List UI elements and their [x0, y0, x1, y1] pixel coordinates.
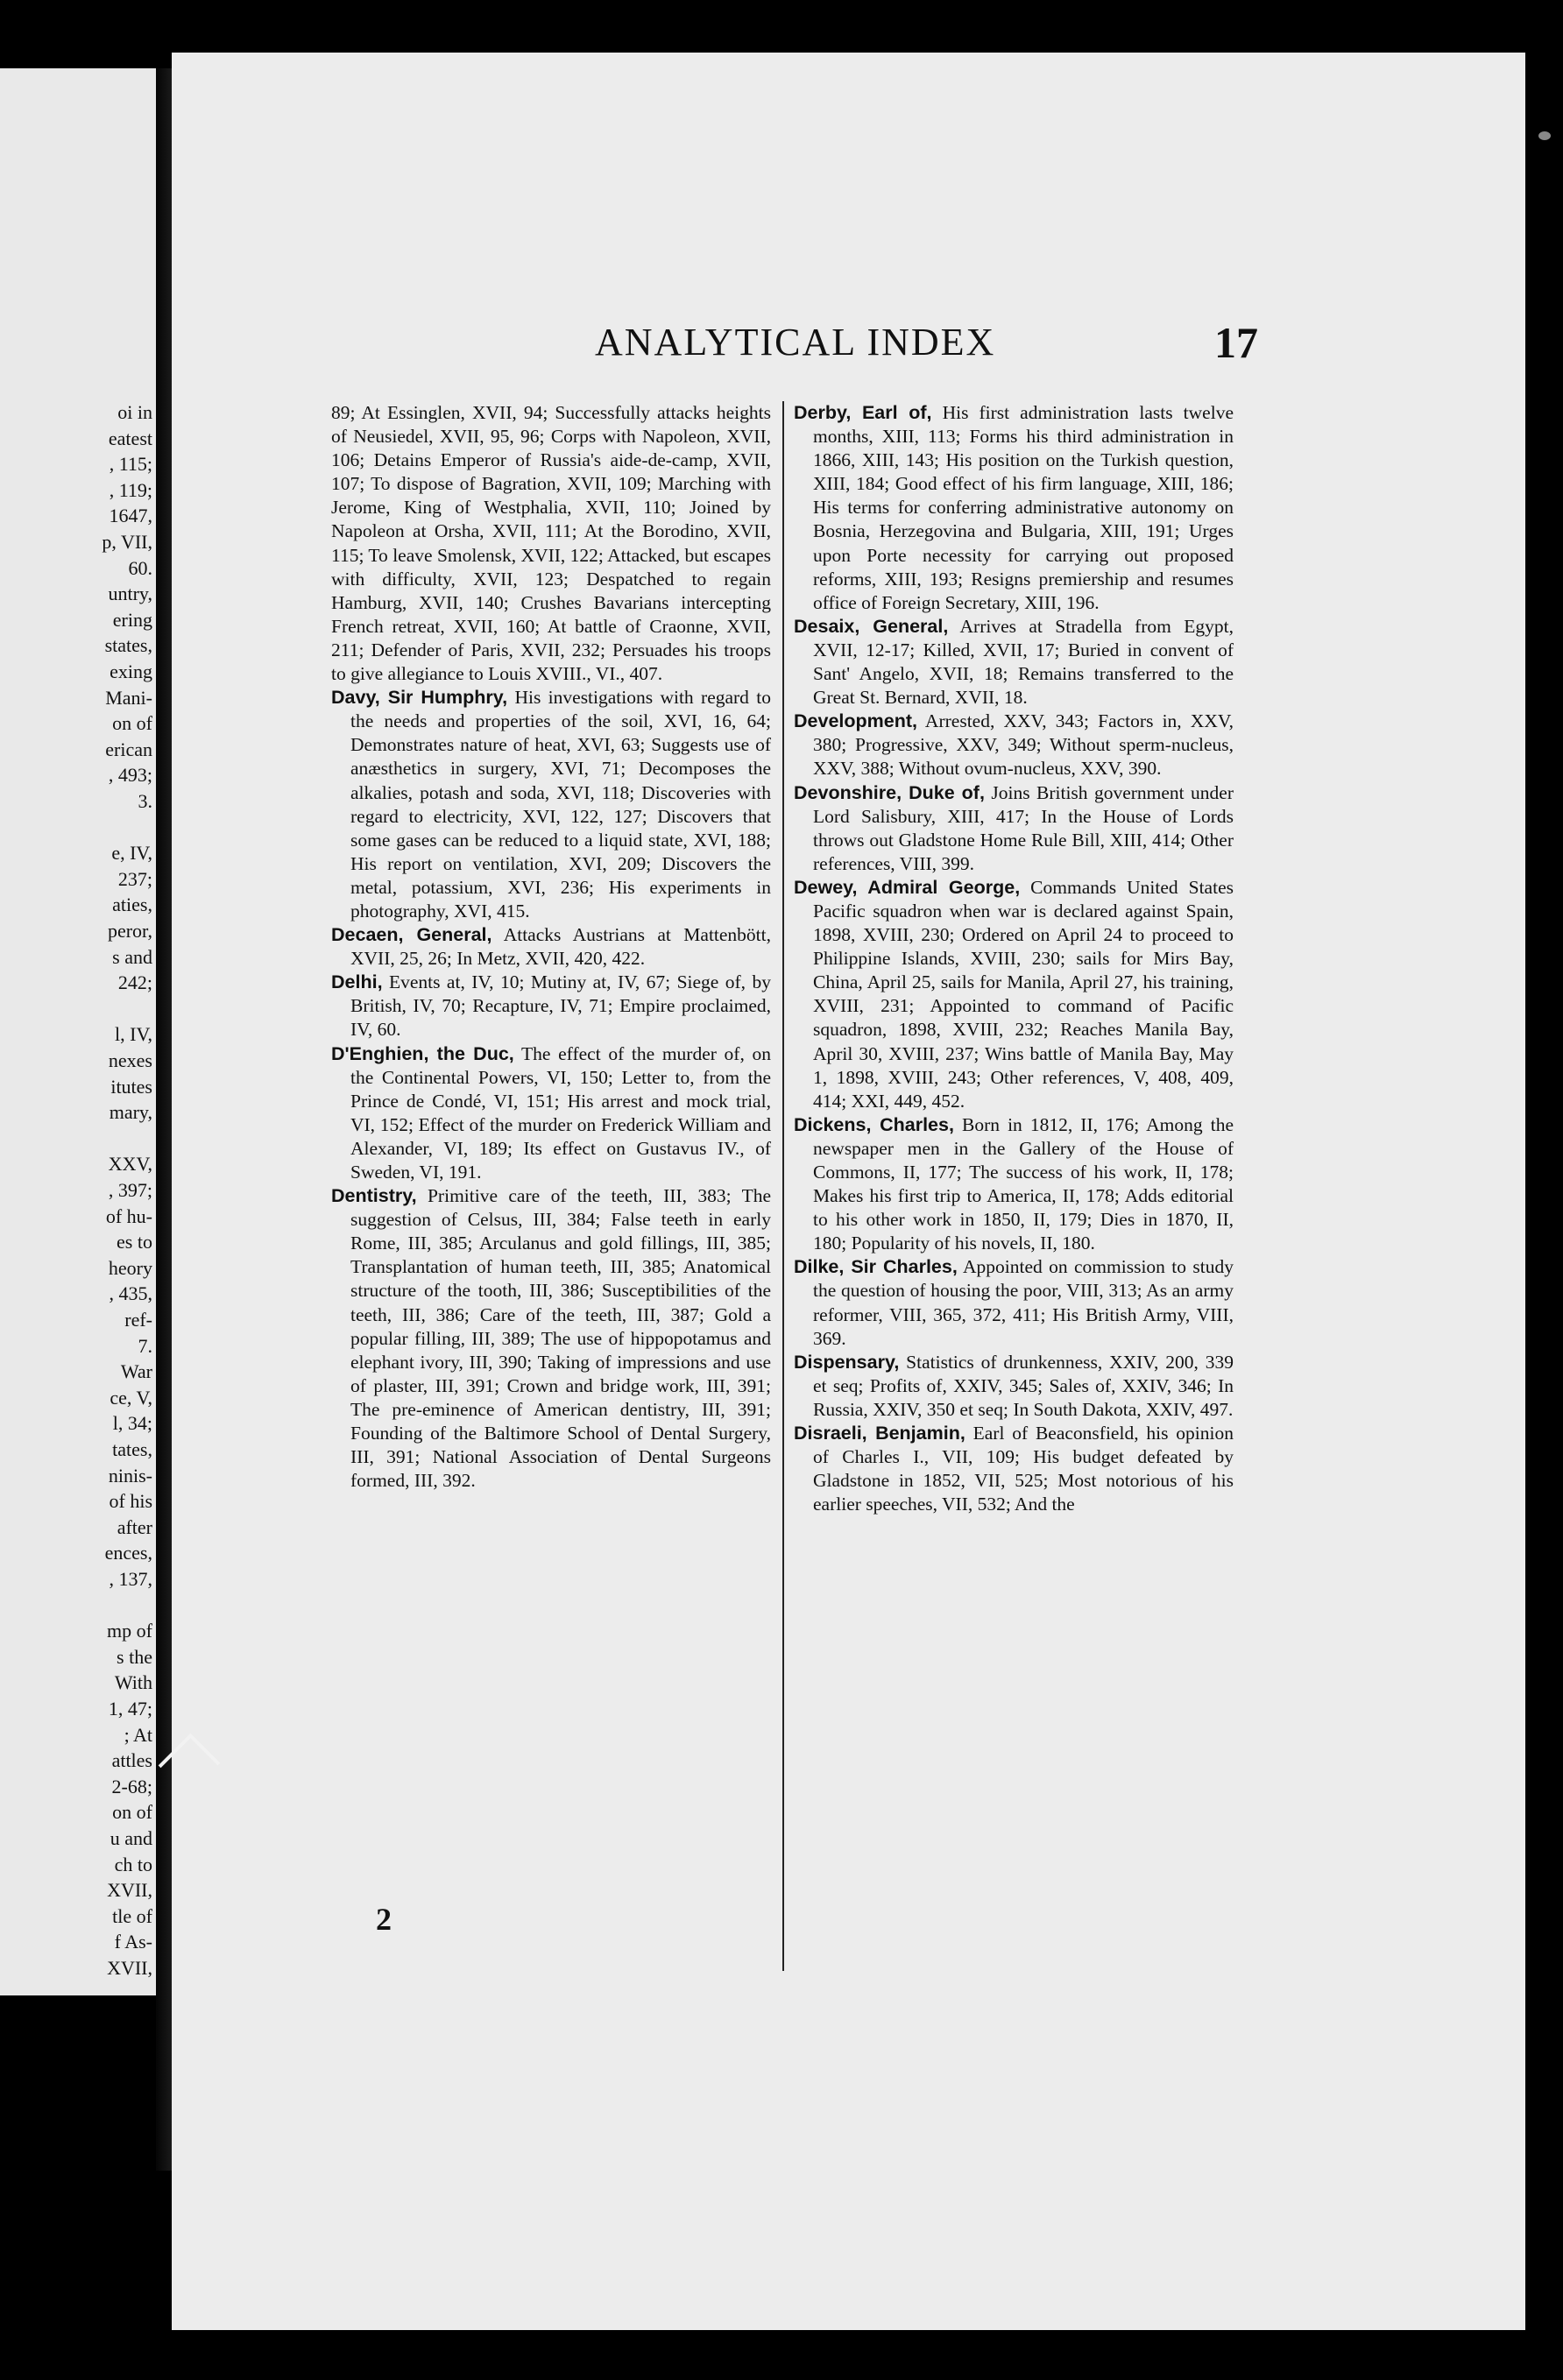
index-page — [172, 53, 1525, 2330]
fragment-line: es to — [117, 1231, 152, 1254]
entry-text: Born in 1812, II, 176; Among the newspaper men in the Gallery of the House of Commons, II, 177; The success of his work, II, 178; Makes his first trip to America, II, 178; Adds editorial to his other work in 1850, II, 179; Dies in 1870, II, 180; Popularity of his novels, II, 180. — [813, 1113, 1234, 1254]
fragment-line: 1647, — [109, 505, 152, 527]
index-entry — [331, 971, 771, 1042]
index-column-right — [794, 401, 1234, 1516]
entry-text: His first administration lasts twelve months, XIII, 113; Forms his third administration in 1866, XIII, 143; His position on the Turkish question, XIII, 184; Good effect of his firm language, XIII, 186; His terms for conferring administrative autonomy on Bosnia, Herzegovina and Bulgaria, XIII, 191; Urges upon Porte necessity for carrying out proposed reforms, XIII, 193; Resigns premiership and resumes office of Foreign Secretary, XIII, 196. — [813, 402, 1234, 613]
fragment-line: aties, — [112, 893, 152, 916]
fragment-line: ce, V, — [110, 1386, 152, 1409]
entry-heading: Dilke, Sir Charles, — [794, 1256, 958, 1278]
fragment-line: tle of — [112, 1904, 152, 1927]
index-entry — [794, 615, 1234, 710]
fragment-line: XVII, — [107, 1879, 152, 1902]
index-entry — [331, 686, 771, 923]
entry-text: Arrives at Stradella from Egypt, XVII, 12-17; Killed, XVII, 17; Buried in convent of Sant' Angelo, XVII, 18; Remains transferred to the Great St. Bernard, XVII, 18. — [813, 615, 1234, 709]
fragment-line: 237; — [117, 867, 152, 890]
entry-text: Primitive care of the teeth, III, 383; The suggestion of Celsus, III, 384; False teeth in early Rome, III, 385; Arculanus and gold fillings, III, 385; Transplantation of human teeth, III, 385; Anatomical structure of the tooth, III, 386; Susceptibilities of the teeth, III, 386; Care of the teeth, III, 387; Gold a popular filling, III, 389; The use of hippopotamus and elephant ivory, III, 390; Taking of impressions and use of plaster, III, 391; Crown and bridge work, III, 391; The pre-eminence of American dentistry, III, 391; Founding of the Baltimore School of Dental Surgery, III, 391; National Association of Dental Surgeons formed, III, 392. — [350, 1185, 771, 1492]
fragment-line: 1, 47; — [108, 1698, 152, 1720]
entry-heading: Desaix, General, — [794, 615, 949, 637]
entry-heading: Disraeli, Benjamin, — [794, 1423, 965, 1444]
fragment-line: attles — [111, 1749, 152, 1772]
fragment-line: mp of — [107, 1620, 152, 1642]
entry-heading: Dispensary, — [794, 1351, 900, 1373]
fragment-line: s the — [117, 1645, 152, 1668]
entry-text: Statistics of drunkenness, XXIV, 200, 339 et seq; Profits of, XXIV, 345; Sales of, XXIV, 346; In Russia, XXIV, 350 et seq; In South Dakota, XXIV, 497. — [813, 1351, 1234, 1420]
entry-heading: Derby, Earl of, — [794, 402, 932, 423]
fragment-line: 242; — [117, 971, 152, 994]
fragment-line: s and — [112, 945, 152, 968]
fragment-line: XXV, — [108, 1153, 152, 1176]
fragment-line: of his — [109, 1490, 152, 1513]
fragment-line: , 435, — [109, 1282, 152, 1305]
entry-heading: Development, — [794, 710, 917, 732]
column-rule — [782, 401, 784, 1971]
entry-text: Arrested, XXV, 343; Factors in, XXV, 380; Progressive, XXV, 349; Without sperm-nucleus, XXV, 388; Without ovum-nucleus, XXV, 390. — [813, 710, 1234, 780]
entry-heading: D'Enghien, the Duc, — [331, 1042, 514, 1064]
entry-text: His investigations with regard to the needs and properties of the soil, XVI, 16, 64; Demonstrates nature of heat, XVI, 63; Suggests use of anæsthetics in surgery, XVI, 71; Decomposes the alkalies, potash and soda, XVI, 118; Discoveries with regard to electricity, XVI, 122, 127; Discovers that some gases can be reduced to a liquid state, XVI, 188; His report on ventilation, XVI, 209; Discovers the metal, potassium, XVI, 236; His experiments in photography, XVI, 415. — [350, 687, 772, 922]
fragment-line: Mani- — [105, 686, 152, 709]
entry-heading: Delhi, — [331, 971, 383, 993]
index-entry — [794, 710, 1234, 780]
fragment-line: nexes — [108, 1049, 152, 1071]
fragment-line: states, — [104, 634, 152, 657]
index-entry — [794, 401, 1234, 615]
fragment-line: , 397; — [108, 1179, 152, 1201]
index-entry — [794, 1351, 1234, 1422]
fragment-line: itutes — [110, 1075, 152, 1098]
fragment-line: 3. — [138, 790, 152, 812]
index-column-left — [331, 401, 771, 1493]
fragment-line: ; At — [124, 1723, 152, 1746]
fragment-line: on of — [112, 712, 152, 735]
fragment-line: ninis- — [108, 1464, 152, 1487]
signature-mark: 2 — [376, 1902, 392, 1937]
index-entry — [794, 1113, 1234, 1256]
entry-text: Attacks Austrians at Mattenbött, XVII, 25, 26; In Metz, XVII, 420, 422. — [350, 924, 771, 970]
fragment-line: 2-68; — [111, 1775, 152, 1797]
fragment-line: ref- — [124, 1309, 152, 1331]
fragment-line: exing — [110, 660, 152, 682]
fragment-line: on of — [112, 1801, 152, 1824]
index-entry — [331, 923, 771, 971]
entry-heading: Decaen, General, — [331, 924, 492, 946]
fragment-line: oi in — [117, 401, 152, 423]
index-entry — [794, 1422, 1234, 1516]
entry-text: The effect of the murder of, on the Continental Powers, VI, 150; Letter to, from the Prince de Condé, VI, 151; His arrest and mock trial, VI, 152; Effect of the murder on Frederick William and Alexander, VI, 189; Its effect on Gustavus IV., of Sweden, VI, 191. — [350, 1042, 772, 1183]
index-entry — [794, 1255, 1234, 1350]
fragment-line: XVII, — [107, 1957, 152, 1979]
binding-gutter — [156, 68, 172, 2171]
entry-text: Joins British government under Lord Salisbury, XIII, 417; In the House of Lords throws out Gladstone Home Rule Bill, XIII, 414; Other references, VIII, 399. — [813, 781, 1234, 874]
fragment-line: tates, — [112, 1438, 152, 1460]
fragment-line: ch to — [114, 1853, 152, 1875]
fragment-line: p, VII, — [102, 531, 152, 553]
fragment-line: War — [120, 1360, 152, 1383]
fragment-line: , 119; — [109, 478, 152, 501]
index-entry — [331, 401, 771, 686]
fragment-line: ences, — [104, 1542, 152, 1564]
entry-text: Earl of Beaconsfield, his opinion of Charles I., VII, 109; His budget defeated by Gladstone in 1852, VII, 525; Most notorious of his earlier speeches, VII, 532; And the — [813, 1423, 1234, 1515]
fragment-line: With — [114, 1671, 152, 1694]
entry-heading: Dewey, Admiral George, — [794, 876, 1021, 898]
fragment-line: peror, — [107, 920, 152, 942]
scan-speck — [1538, 131, 1551, 140]
fragment-line: u and — [110, 1827, 152, 1849]
entry-heading: Dickens, Charles, — [794, 1113, 954, 1135]
entry-text: Appointed on commission to study the question of housing the poor, VIII, 313; As an army reformer, VIII, 365, 372, 411; His British Army, VIII, 369. — [813, 1256, 1234, 1349]
fragment-line: f As- — [114, 1931, 152, 1953]
fragment-line: , 115; — [109, 453, 152, 476]
index-entry — [331, 1184, 771, 1493]
entry-text: Events at, IV, 10; Mutiny at, IV, 67; Siege of, by British, IV, 70; Recapture, IV, 71; Empire proclaimed, IV, 60. — [350, 971, 771, 1041]
entry-text: Commands United States Pacific squadron when war is declared against Spain, 1898, XVIII, 230; Ordered on April 24 to proceed to Philippine Islands, XVIII, 230; sails for Mirs Bay, China, April 25, sails for Manila, April 27, his training, XVIII, 231; Appointed to command of Pacific squadron, 1898, XVIII, 232; Reaches Manila Bay, April 30, XVIII, 237; Wins battle of Manila Bay, May 1, 1898, XVIII, 243; Other references, V, 408, 409, 414; XXI, 449, 452. — [813, 876, 1234, 1112]
page-number: 17 — [1214, 318, 1258, 367]
fragment-line: eatest — [108, 427, 152, 449]
fragment-line: untry, — [108, 583, 152, 605]
fragment-line: 7. — [138, 1334, 152, 1357]
fragment-line: after — [117, 1515, 152, 1538]
fragment-line: l, IV, — [115, 1023, 152, 1046]
fragment-line: mary, — [109, 1101, 152, 1124]
entry-heading: Davy, Sir Humphry, — [331, 687, 508, 709]
entry-text: 89; At Essinglen, XVII, 94; Successfully attacks heights of Neusiedel, XVII, 95, 96; Corps with Napoleon, XVII, 106; Detains Emperor of Russia's aide-de-camp, XVII, 107; To dispose of Bagration, XVII, 109; Marching with Jerome, King of Westphalia, XVII, 110; Joined by Napoleon at Orsha, XVII, 111; At the Borodino, XVII, 115; To leave Smolensk, XVII, 122; Attacked, but escapes with difficulty, XVII, 123; Despatched to regain Hamburg, XVII, 140; Crushes Bavarians intercepting French retreat, XVII, 160; At battle of Craonne, XVII, 211; Defender of Paris, XVII, 232; Persuades his troops to give allegiance to Louis XVIII., VI., 407. — [331, 402, 771, 685]
index-entry — [794, 876, 1234, 1113]
index-entry — [331, 1042, 771, 1185]
fragment-line: ering — [112, 608, 152, 631]
fragment-line: of hu- — [105, 1204, 152, 1227]
index-entry — [794, 781, 1234, 876]
adjacent-page-fragment — [0, 68, 156, 1995]
fragment-line: e, IV, — [111, 842, 152, 865]
fragment-line: , 137, — [109, 1568, 152, 1590]
fragment-line: heory — [108, 1256, 152, 1279]
running-head: ANALYTICAL INDEX — [595, 321, 996, 364]
fragment-line: erican — [105, 738, 152, 760]
entry-heading: Devonshire, Duke of, — [794, 781, 985, 803]
fragment-line: , 493; — [108, 764, 152, 787]
fragment-line: 60. — [128, 556, 152, 579]
fragment-line: l, 34; — [112, 1412, 152, 1435]
entry-heading: Dentistry, — [331, 1185, 417, 1207]
